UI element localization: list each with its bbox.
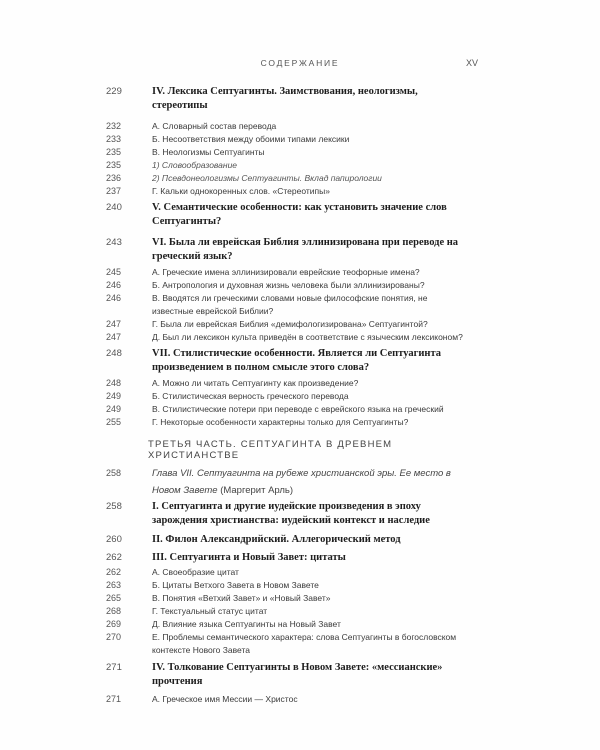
running-header	[0, 58, 600, 72]
toc-page-number: 262	[106, 567, 122, 577]
toc-entry-title: А. Своеобразие цитат	[152, 567, 239, 577]
toc-entry-title: 1) Словообразование	[152, 160, 238, 170]
toc-page-number: 246	[106, 293, 122, 303]
toc-entry-title: Д. Влияние языка Септуагинты на Новый Завет	[152, 619, 341, 629]
toc-entry-title: VII. Стилистические особенности. Является ли Септуагинта произведением в полном смысле этого слова?	[152, 348, 441, 373]
part-heading: ТРЕТЬЯ ЧАСТЬ. СЕПТУАГИНТА В ДРЕВНЕМ ХРИСТИАНСТВЕ	[148, 439, 393, 461]
toc-entry-title: А. Греческое имя Мессии — Христос	[152, 694, 298, 704]
toc-entry-title: VI. Была ли еврейская Библия эллинизирована при переводе на греческий язык?	[152, 237, 459, 262]
toc-page-number: 271	[106, 662, 122, 673]
toc-page-number: 245	[106, 267, 122, 277]
toc-entry-title: Б. Антропология и духовная жизнь человека были эллинизированы?	[152, 280, 425, 290]
toc-entry-title: Г. Текстуальный статус цитат	[152, 606, 268, 616]
toc-entry-title: Б. Несоответствия между обоими типами лексики	[152, 134, 350, 144]
page-number: XV	[466, 58, 479, 68]
toc-page-number: 249	[106, 404, 122, 414]
toc-page-number: 248	[106, 348, 122, 359]
toc-page-number: 271	[106, 694, 122, 704]
toc-page-number: 233	[106, 134, 122, 144]
toc-page-number: 258	[106, 501, 122, 512]
toc-page-number: 258	[106, 468, 122, 478]
toc-page-number: 247	[106, 332, 122, 342]
toc-page-number: 268	[106, 606, 122, 616]
toc-entry-title: I. Септуагинта и другие иудейские произведения в эпоху зарождения христианства: иудейский контекст и наследие	[152, 501, 430, 526]
toc-entry-title: Д. Был ли лексикон культа приведён в соответствие с языческим лексиконом?	[152, 332, 463, 342]
toc-entry-title: IV. Толкование Септуагинты в Новом Завете: «мессианские» прочтения	[152, 662, 443, 687]
toc-page-number: 255	[106, 417, 122, 427]
toc-chapter-author: (Маргерит Арль)	[220, 485, 294, 496]
toc-entry-title: Г. Была ли еврейская Библия «демифологизирована» Септуагинтой?	[152, 319, 428, 329]
toc-page-number: 260	[106, 534, 122, 545]
toc-entry-title: Б. Цитаты Ветхого Завета в Новом Завете	[152, 580, 319, 590]
toc-page-number: 249	[106, 391, 122, 401]
toc-page-number: 237	[106, 186, 122, 196]
toc-entry-title: Г. Некоторые особенности характерны только для Септуагинты?	[152, 417, 409, 427]
toc-page-number: 270	[106, 632, 122, 642]
toc-entry-title: В. Понятия «Ветхий Завет» и «Новый Завет»	[152, 593, 331, 603]
toc-page-number: 248	[106, 378, 122, 388]
toc-entry-title: Г. Кальки однокоренных слов. «Стереотипы»	[152, 186, 330, 196]
toc-chapter-name: Глава VII. Септуагинта на рубеже христианской эры. Ее место в Новом Завете	[152, 468, 451, 496]
toc-entry-title: А. Можно ли читать Септуагинту как произведение?	[152, 378, 359, 388]
toc-page-number: 243	[106, 237, 122, 248]
toc-entry-title: А. Греческие имена эллинизировали еврейские теофорные имена?	[152, 267, 420, 277]
toc-page-number: 262	[106, 552, 122, 563]
toc-page-number: 265	[106, 593, 122, 603]
toc-page-number: 232	[106, 121, 122, 131]
toc-entry-title: А. Словарный состав перевода	[152, 121, 277, 131]
toc-entry-title: III. Септуагинта и Новый Завет: цитаты	[152, 552, 346, 563]
toc-chapter-title	[152, 465, 470, 499]
toc-entry-title: В. Неологизмы Септуагинты	[152, 147, 265, 157]
toc-entry-title: V. Семантические особенности: как установить значение слов Септуагинты?	[152, 202, 447, 227]
toc-page-number: 269	[106, 619, 122, 629]
toc-page-number: 236	[106, 173, 122, 183]
toc-page-number: 235	[106, 160, 122, 170]
toc-entry-title: В. Стилистические потери при переводе с еврейского языка на греческий	[152, 404, 444, 414]
toc-page-number: 240	[106, 202, 122, 213]
running-header-title: СОДЕРЖАНИЕ	[260, 58, 340, 68]
toc-page-number: 263	[106, 580, 122, 590]
toc-entry-title: II. Филон Александрийский. Аллегорический метод	[152, 534, 401, 545]
toc-page-number: 235	[106, 147, 122, 157]
toc-entry-title: 2) Псевдонеологизмы Септуагинты. Вклад папирологии	[152, 173, 382, 183]
toc-page-number: 229	[106, 86, 122, 97]
toc-entry-title: IV. Лексика Септуагинты. Заимствования, неологизмы, стереотипы	[152, 86, 418, 111]
toc-entry-title: В. Вводятся ли греческими словами новые философские понятия, не известные еврейской Библии?	[152, 293, 428, 316]
toc-entry-title: Б. Стилистическая верность греческого перевода	[152, 391, 349, 401]
toc-page-number: 246	[106, 280, 122, 290]
toc-entry-title: Е. Проблемы семантического характера: слова Септуагинты в богословском контексте Нового Завета	[152, 632, 457, 655]
toc-page-number: 247	[106, 319, 122, 329]
